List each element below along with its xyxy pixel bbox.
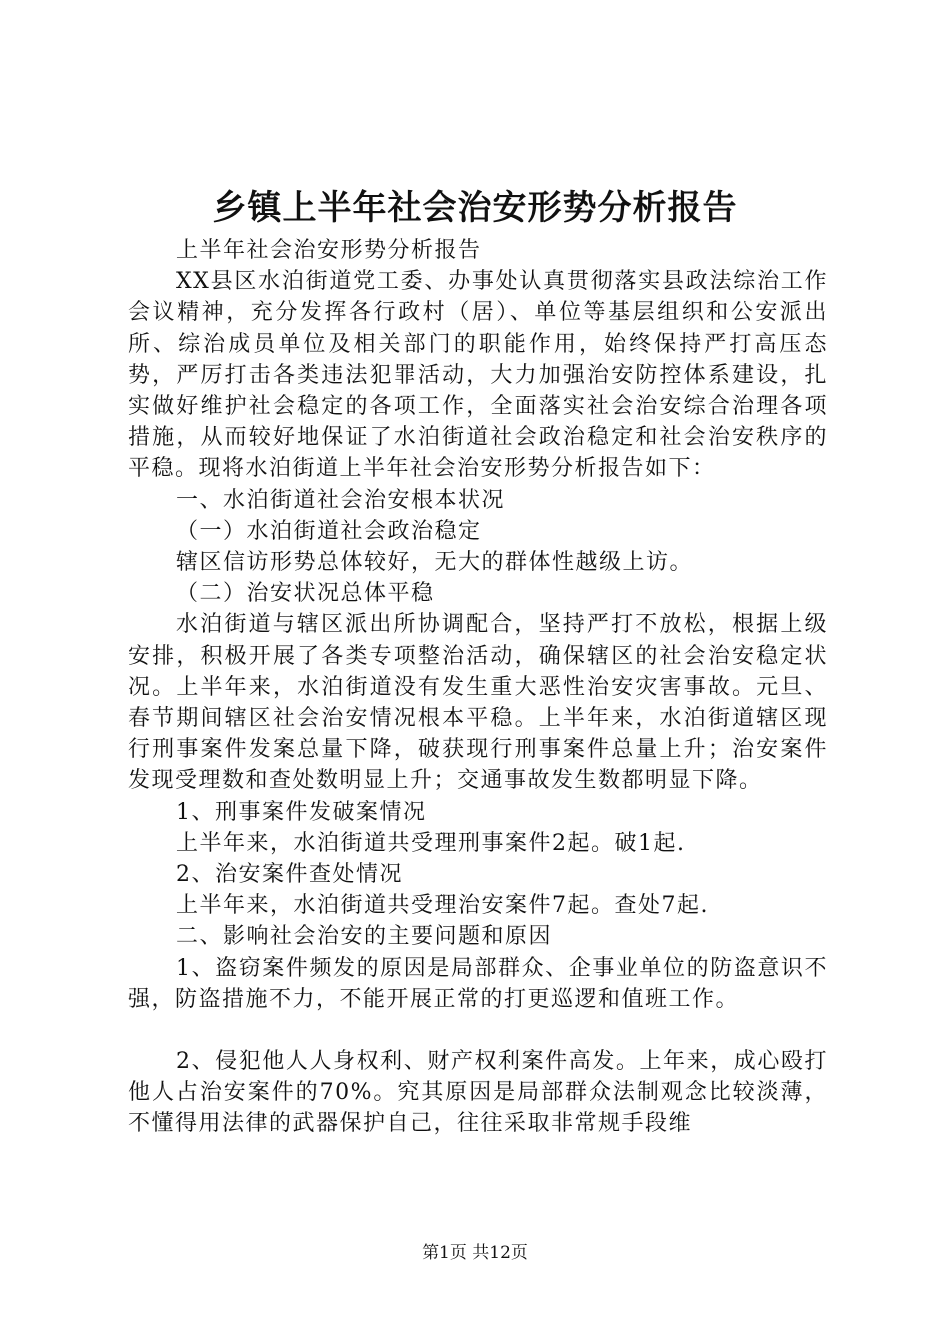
- section-heading-2: 二、影响社会治安的主要问题和原因: [176, 924, 553, 950]
- subtitle-paragraph: 上半年社会治安形势分析报告: [176, 238, 482, 263]
- page-number: 第1页 共12页: [422, 1243, 528, 1263]
- subsection-heading-1: （一）水泊街道社会政治稳定: [176, 518, 482, 544]
- body-paragraph: 上半年来，水泊街道共受理治安案件7起。查处7起.: [176, 893, 709, 919]
- body-paragraph: 2、侵犯他人人身权利、财产权利案件高发。上年来，成心殴打他人占治安案件的70%。究其原因是局部群众法制观念比较淡薄，不懂得用法律的武器保护自己，往往采取非常规手段维: [128, 1049, 828, 1137]
- body-paragraph: 上半年来，水泊街道共受理刑事案件2起。破1起.: [176, 830, 686, 856]
- document-title: 乡镇上半年社会治安形势分析报告: [212, 188, 738, 228]
- body-paragraph: 辖区信访形势总体较好，无大的群体性越级上访。: [176, 550, 694, 576]
- intro-paragraph: XX县区水泊街道党工委、办事处认真贯彻落实县政法综治工作会议精神，充分发挥各行政村（居）、单位等基层组织和公安派出所、综治成员单位及相关部门的职能作用，始终保持严打高压态势，严厉打击各类违法犯罪活动，大力加强治安防控体系建设，扎实做好维护社会稳定的各项工作，全面落实社会治安综合治理各项措施，从而较好地保证了水泊街道社会政治稳定和社会治安秩序的平稳。现将水泊街道上半年社会治安形势分析报告如下：: [128, 269, 828, 482]
- subsection-heading-2: （二）治安状况总体平稳: [176, 581, 435, 607]
- item-heading-1: 1、刑事案件发破案情况: [176, 799, 427, 825]
- document-body: [128, 235, 828, 1140]
- body-paragraph: 水泊街道与辖区派出所协调配合，坚持严打不放松，根据上级安排，积极开展了各类专项整治活动，确保辖区的社会治安稳定状况。上半年来，水泊街道没有发生重大恶性治安灾害事故。元旦、春节期间辖区社会治安情况根本平稳。上半年来，水泊街道辖区现行刑事案件发案总量下降，破获现行刑事案件总量上升；治安案件发现受理数和查处数明显上升；交通事故发生数都明显下降。: [128, 612, 828, 794]
- body-paragraph: 1、盗窃案件频发的原因是局部群众、企事业单位的防盗意识不强，防盗措施不力，不能开展正常的打更巡逻和值班工作。: [128, 955, 828, 1012]
- item-heading-2: 2、治安案件查处情况: [176, 862, 403, 888]
- section-heading-1: 一、水泊街道社会治安根本状况: [176, 487, 506, 513]
